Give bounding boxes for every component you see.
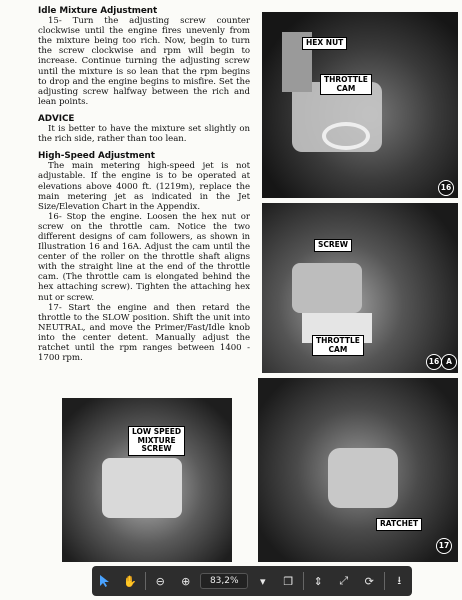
zoom-in-icon: ⊕: [181, 574, 191, 588]
illustration-number-16a: 16: [426, 354, 442, 370]
expand-icon: ⤢: [339, 574, 349, 587]
page-copy-button[interactable]: [277, 570, 299, 592]
high-speed-paragraph-3: 17- Start the engine and then retard the throttle to the SLOW position. Shift the unit into NEUTRAL, and move the Primer/Fast/Idle knob into the center detent. Manually adjust the ratchet until the rpm ranges between 1400 - 1700 rpm.: [38, 302, 250, 364]
zoom-dropdown-button[interactable]: [252, 570, 274, 592]
advice-paragraph: It is better to have the mixture set slightly on the rich side, rather than too lean.: [38, 124, 250, 145]
label-low-speed-mixture-screw: LOW SPEED MIXTURE SCREW: [128, 426, 185, 456]
download-icon: ⭳: [397, 573, 402, 587]
high-speed-paragraph-2: 16- Stop the engine. Loosen the hex nut or screw on the throttle cam. Notice the two different designs of cam followers, as shown in Illustration 16 and 16A. Adjust the cam until the center of the roller on the throttle shaft aligns with the straight line at the end of the throttle cam. (The throttle cam is elongated behind the hex attaching screw). Tighten the attaching hex nut or screw.: [38, 211, 250, 303]
zoom-level-select[interactable]: 83,2%: [200, 573, 248, 589]
copy-icon: ❐: [283, 574, 294, 588]
fit-page-icon: ⇕: [313, 574, 323, 588]
label-screw: SCREW: [314, 239, 352, 252]
zoom-out-icon: ⊖: [155, 574, 165, 588]
idle-heading: Idle Mixture Adjustment: [38, 6, 158, 16]
zoom-in-button[interactable]: [175, 570, 197, 592]
rotate-icon: ⟳: [364, 574, 374, 588]
hand-icon: ✋: [123, 574, 138, 588]
download-button[interactable]: [388, 570, 410, 592]
pointer-icon: [98, 574, 112, 588]
viewer-toolbar: [92, 566, 412, 596]
illustration-number-16: 16: [438, 180, 454, 196]
advice-heading: ADVICE: [38, 113, 75, 124]
illustration-suffix-a: A: [441, 354, 457, 370]
label-ratchet: RATCHET: [376, 518, 422, 531]
zoom-out-button[interactable]: [149, 570, 171, 592]
chevron-down-icon: ▾: [259, 574, 266, 588]
hand-tool-button[interactable]: [119, 570, 141, 592]
idle-paragraph: 15- Turn the adjusting screw counter clockwise until the engine fires unevenly from the mixture being too rich. Now, begin to turn the screw clockwise and rpm will begin to increase. Continue turning the adjusting screw until the mixture is so lean that the rpm begins to drop and the engine begins to misfire. Set the adjusting screw halfway between the rich and lean points.: [38, 16, 250, 107]
illustration-number-17: 17: [436, 538, 452, 554]
illustration-16: [262, 12, 458, 198]
text-column: [38, 6, 250, 363]
high-speed-paragraph-1: The main metering high-speed jet is not adjustable. If the engine is to be operated at elevations above 4000 ft. (1219m), replace the main metering jet as indicated in the Jet Size/Elevation Chart in the Appendix.: [38, 161, 250, 212]
fit-page-button[interactable]: [307, 570, 329, 592]
label-hex-nut: HEX NUT: [302, 37, 347, 50]
fit-width-button[interactable]: [333, 570, 355, 592]
label-throttle-cam-16a: THROTTLE CAM: [312, 335, 364, 356]
rotate-button[interactable]: [358, 570, 380, 592]
illustration-16a: [262, 203, 458, 373]
high-speed-heading: High-Speed Adjustment: [38, 151, 155, 162]
select-pointer-button[interactable]: [94, 570, 116, 592]
label-throttle-cam-16: THROTTLE CAM: [320, 74, 372, 95]
illustration-17: [258, 378, 458, 562]
illustration-low-speed: [62, 398, 232, 562]
